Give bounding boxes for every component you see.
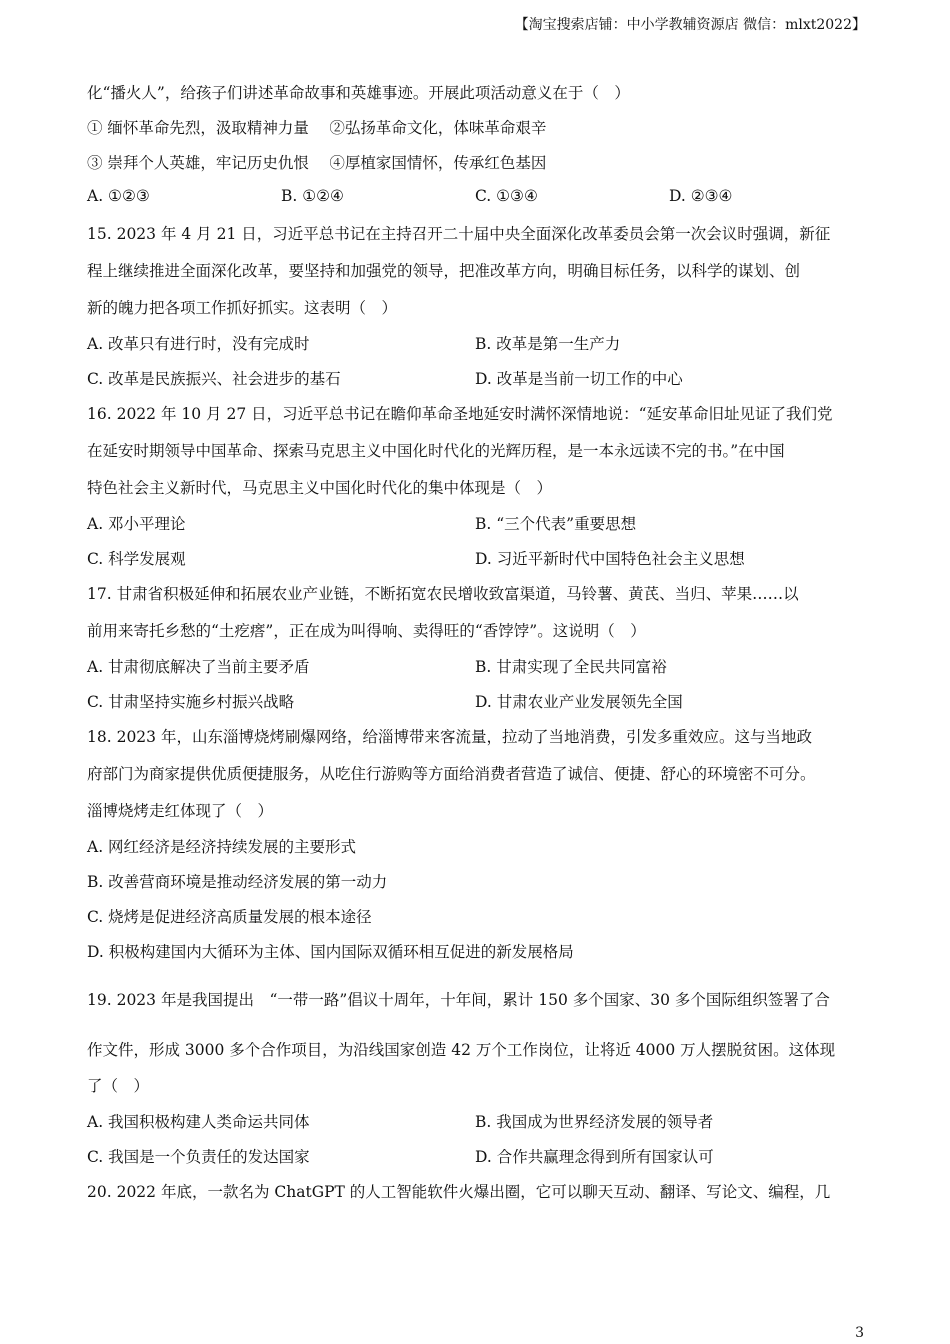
q15-option-d[interactable]: D. 改革是当前一切工作的中心 bbox=[475, 370, 683, 388]
q14-item-1-2: ① 缅怀革命先烈，汲取精神力量 ②弘扬革命文化，体味革命艰辛 bbox=[87, 119, 547, 137]
q15-option-a[interactable]: A. 改革只有进行时，没有完成时 bbox=[87, 335, 310, 353]
q17-stem-line-1: 17. 甘肃省积极延伸和拓展农业产业链，不断拓宽农民增收致富渠道，马铃薯、黄芪、当归、苹果……以 bbox=[87, 585, 799, 603]
q16-stem-line-2: 在延安时期领导中国革命、探索马克思主义中国化时代化的光辉历程，是一本永远读不完的书。”在中国 bbox=[87, 442, 785, 460]
q15-stem-line-2: 程上继续推进全面深化改革，要坚持和加强党的领导，把准改革方向，明确目标任务，以科学的谋划、创 bbox=[87, 262, 801, 280]
q17-option-c[interactable]: C. 甘肃坚持实施乡村振兴战略 bbox=[87, 693, 295, 711]
q18-option-d[interactable]: D. 积极构建国内大循环为主体、国内国际双循环相互促进的新发展格局 bbox=[87, 943, 574, 961]
q17-option-b[interactable]: B. 甘肃实现了全民共同富裕 bbox=[475, 658, 667, 676]
q16-option-a[interactable]: A. 邓小平理论 bbox=[87, 515, 186, 533]
q18-stem-line-2: 府部门为商家提供优质便捷服务，从吃住行游购等方面给消费者营造了诚信、便捷、舒心的环境密不可分。 bbox=[87, 765, 816, 783]
q19-stem-line-1: 19. 2023 年是我国提出 “一带一路”倡议十周年，十年间，累计 150 多个国家、30 多个国际组织签署了合 bbox=[87, 991, 830, 1009]
q15-stem-line-1: 15. 2023 年 4 月 21 日，习近平总书记在主持召开二十届中央全面深化改革委员会第一次会议时强调，新征 bbox=[87, 225, 831, 243]
q19-stem-line-3: 了（ ） bbox=[87, 1077, 150, 1095]
q16-stem-line-3: 特色社会主义新时代，马克思主义中国化时代化的集中体现是（ ） bbox=[87, 479, 553, 497]
q16-stem-line-1: 16. 2022 年 10 月 27 日，习近平总书记在瞻仰革命圣地延安时满怀深情地说：“延安革命旧址见证了我们党 bbox=[87, 405, 833, 423]
q19-stem-line-2: 作文件，形成 3000 多个合作项目，为沿线国家创造 42 万个工作岗位，让将近 4000 万人摆脱贫困。这体现 bbox=[87, 1041, 836, 1059]
q14-option-d[interactable]: D. ②③④ bbox=[669, 187, 733, 205]
q19-option-d[interactable]: D. 合作共赢理念得到所有国家认可 bbox=[475, 1148, 714, 1166]
page-number: 3 bbox=[855, 1325, 864, 1341]
q19-option-c[interactable]: C. 我国是一个负责任的发达国家 bbox=[87, 1148, 310, 1166]
q17-stem-line-2: 前用来寄托乡愁的“土疙瘩”，正在成为叫得响、卖得旺的“香饽饽”。这说明（ ） bbox=[87, 622, 646, 640]
q20-stem-line-1: 20. 2022 年底，一款名为 ChatGPT 的人工智能软件火爆出圈，它可以聊天互动、翻译、写论文、编程，几 bbox=[87, 1183, 831, 1201]
q16-option-b[interactable]: B. “三个代表”重要思想 bbox=[475, 515, 637, 533]
q16-option-d[interactable]: D. 习近平新时代中国特色社会主义思想 bbox=[475, 550, 745, 568]
q14-option-c[interactable]: C. ①③④ bbox=[475, 187, 538, 205]
q17-option-a[interactable]: A. 甘肃彻底解决了当前主要矛盾 bbox=[87, 658, 310, 676]
q14-option-a[interactable]: A. ①②③ bbox=[87, 187, 150, 205]
q18-option-c[interactable]: C. 烧烤是促进经济高质量发展的根本途径 bbox=[87, 908, 372, 926]
q15-stem-line-3: 新的魄力把各项工作抓好抓实。这表明（ ） bbox=[87, 299, 398, 317]
q18-option-a[interactable]: A. 网红经济是经济持续发展的主要形式 bbox=[87, 838, 357, 856]
q18-stem-line-1: 18. 2023 年，山东淄博烧烤刷爆网络，给淄博带来客流量，拉动了当地消费，引发多重效应。这与当地政 bbox=[87, 728, 812, 746]
q18-option-b[interactable]: B. 改善营商环境是推动经济发展的第一动力 bbox=[87, 873, 388, 891]
q14-item-3-4: ③ 崇拜个人英雄，牢记历史仇恨 ④厚植家国情怀，传承红色基因 bbox=[87, 154, 547, 172]
page-header: 【淘宝搜索店铺：中小学教辅资源店 微信：mlxt2022】 bbox=[514, 17, 866, 33]
q17-option-d[interactable]: D. 甘肃农业产业发展领先全国 bbox=[475, 693, 683, 711]
q15-option-b[interactable]: B. 改革是第一生产力 bbox=[475, 335, 621, 353]
q14-stem: 化“播火人”，给孩子们讲述革命故事和英雄事迹。开展此项活动意义在于（ ） bbox=[87, 84, 630, 102]
q16-option-c[interactable]: C. 科学发展观 bbox=[87, 550, 186, 568]
q19-option-a[interactable]: A. 我国积极构建人类命运共同体 bbox=[87, 1113, 310, 1131]
q19-option-b[interactable]: B. 我国成为世界经济发展的领导者 bbox=[475, 1113, 714, 1131]
q14-option-b[interactable]: B. ①②④ bbox=[281, 187, 344, 205]
q18-stem-line-3: 淄博烧烤走红体现了（ ） bbox=[87, 802, 274, 820]
q15-option-c[interactable]: C. 改革是民族振兴、社会进步的基石 bbox=[87, 370, 341, 388]
